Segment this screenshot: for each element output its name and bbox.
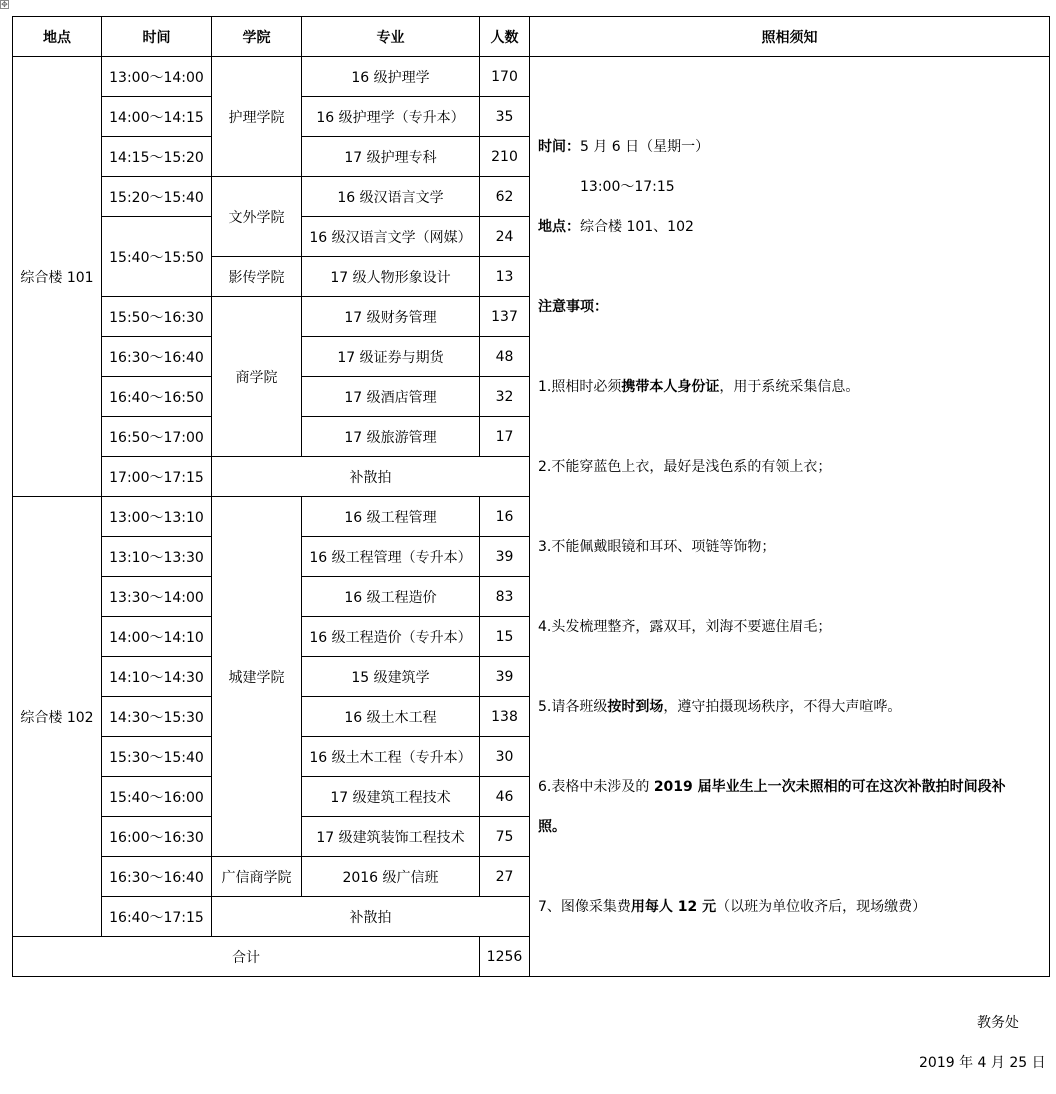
count-cell: 83 <box>480 577 530 617</box>
issue-date: 2019 年 4 月 25 日 <box>919 1055 1046 1071</box>
count-cell: 39 <box>480 657 530 697</box>
time-cell: 15:20～15:40 <box>102 177 212 217</box>
major-cell: 16 级工程造价（专升本） <box>302 617 480 657</box>
notes-place-value: 综合楼 101、102 <box>580 219 694 235</box>
notes-item-6: 6.表格中未涉及的 2019 届毕业生上一次未照相的可在这次补散拍时间段补照。 <box>538 779 1006 835</box>
notes-item-1: 1.照相时必须携带本人身份证，用于系统采集信息。 <box>538 379 860 395</box>
major-cell: 17 级证券与期货 <box>302 337 480 377</box>
count-cell: 27 <box>480 857 530 897</box>
header-major: 专业 <box>302 17 480 57</box>
makeup-cell: 补散拍 <box>212 897 530 937</box>
time-cell: 14:00～14:10 <box>102 617 212 657</box>
major-cell: 17 级建筑装饰工程技术 <box>302 817 480 857</box>
count-cell: 46 <box>480 777 530 817</box>
count-cell: 48 <box>480 337 530 377</box>
major-cell: 16 级土木工程（专升本） <box>302 737 480 777</box>
notes-item-5: 5.请各班级按时到场，遵守拍摄现场秩序，不得大声喧哗。 <box>538 699 902 715</box>
college-cell: 广信商学院 <box>212 857 302 897</box>
major-cell: 17 级建筑工程技术 <box>302 777 480 817</box>
count-cell: 30 <box>480 737 530 777</box>
major-cell: 16 级汉语言文学（网媒） <box>302 217 480 257</box>
time-cell: 16:30～16:40 <box>102 857 212 897</box>
count-cell: 75 <box>480 817 530 857</box>
major-cell: 16 级汉语言文学 <box>302 177 480 217</box>
count-cell: 17 <box>480 417 530 457</box>
major-cell: 17 级人物形象设计 <box>302 257 480 297</box>
total-label: 合计 <box>13 937 480 977</box>
time-cell: 15:40～15:50 <box>102 217 212 297</box>
time-cell: 15:50～16:30 <box>102 297 212 337</box>
count-cell: 138 <box>480 697 530 737</box>
notes-attention-heading: 注意事项： <box>538 299 608 315</box>
notes-item-4: 4.头发梳理整齐，露双耳，刘海不要遮住眉毛； <box>538 619 832 635</box>
college-cell: 护理学院 <box>212 57 302 177</box>
notes-cell <box>530 57 1050 977</box>
location-cell: 综合楼 101 <box>13 57 102 497</box>
major-cell: 17 级护理专科 <box>302 137 480 177</box>
header-notes: 照相须知 <box>530 17 1050 57</box>
count-cell: 35 <box>480 97 530 137</box>
notes-place-label: 地点： <box>538 219 580 235</box>
header-time: 时间 <box>102 17 212 57</box>
issuing-office: 教务处 <box>977 1015 1019 1031</box>
time-cell: 16:30～16:40 <box>102 337 212 377</box>
time-cell: 16:40～16:50 <box>102 377 212 417</box>
college-cell: 城建学院 <box>212 497 302 857</box>
notes-time-label: 时间： <box>538 139 580 155</box>
time-cell: 16:00～16:30 <box>102 817 212 857</box>
count-cell: 13 <box>480 257 530 297</box>
time-cell: 15:40～16:00 <box>102 777 212 817</box>
notes-item-7: 7、图像采集费用每人 12 元（以班为单位收齐后，现场缴费） <box>538 899 927 915</box>
time-cell: 13:30～14:00 <box>102 577 212 617</box>
major-cell: 17 级旅游管理 <box>302 417 480 457</box>
major-cell: 16 级工程造价 <box>302 577 480 617</box>
count-cell: 32 <box>480 377 530 417</box>
major-cell: 16 级护理学 <box>302 57 480 97</box>
count-cell: 15 <box>480 617 530 657</box>
count-cell: 210 <box>480 137 530 177</box>
time-cell: 13:00～13:10 <box>102 497 212 537</box>
time-cell: 13:00～14:00 <box>102 57 212 97</box>
location-cell: 综合楼 102 <box>13 497 102 937</box>
notes-time-value: 5 月 6 日（星期一） <box>580 139 710 155</box>
time-cell: 16:40～17:15 <box>102 897 212 937</box>
count-cell: 24 <box>480 217 530 257</box>
time-cell: 14:00～14:15 <box>102 97 212 137</box>
count-cell: 39 <box>480 537 530 577</box>
major-cell: 16 级工程管理（专升本） <box>302 537 480 577</box>
table-header-row <box>13 17 1050 57</box>
notes-time-range: 13:00～17:15 <box>580 179 675 195</box>
major-cell: 17 级酒店管理 <box>302 377 480 417</box>
time-cell: 16:50～17:00 <box>102 417 212 457</box>
time-cell: 14:15～15:20 <box>102 137 212 177</box>
college-cell: 文外学院 <box>212 177 302 257</box>
count-cell: 137 <box>480 297 530 337</box>
time-cell: 17:00～17:15 <box>102 457 212 497</box>
table-move-anchor-icon[interactable]: ✥ <box>1 0 8 9</box>
notes-item-2: 2.不能穿蓝色上衣，最好是浅色系的有领上衣； <box>538 459 832 475</box>
count-cell: 170 <box>480 57 530 97</box>
notes-time-line <box>538 137 709 157</box>
count-cell: 16 <box>480 497 530 537</box>
time-cell: 14:10～14:30 <box>102 657 212 697</box>
time-cell: 15:30～15:40 <box>102 737 212 777</box>
major-cell: 17 级财务管理 <box>302 297 480 337</box>
table-row <box>13 57 1050 97</box>
college-cell: 影传学院 <box>212 257 302 297</box>
notes-place-line <box>538 217 694 237</box>
header-count: 人数 <box>480 17 530 57</box>
notes-item-3: 3.不能佩戴眼镜和耳环、项链等饰物； <box>538 539 776 555</box>
major-cell: 16 级土木工程 <box>302 697 480 737</box>
major-cell: 15 级建筑学 <box>302 657 480 697</box>
major-cell: 16 级工程管理 <box>302 497 480 537</box>
total-value: 1256 <box>480 937 530 977</box>
time-cell: 13:10～13:30 <box>102 537 212 577</box>
time-cell: 14:30～15:30 <box>102 697 212 737</box>
photo-schedule-table <box>12 16 1050 977</box>
header-location: 地点 <box>13 17 102 57</box>
makeup-cell: 补散拍 <box>212 457 530 497</box>
header-college: 学院 <box>212 17 302 57</box>
count-cell: 62 <box>480 177 530 217</box>
major-cell: 16 级护理学（专升本） <box>302 97 480 137</box>
major-cell: 2016 级广信班 <box>302 857 480 897</box>
college-cell: 商学院 <box>212 297 302 457</box>
